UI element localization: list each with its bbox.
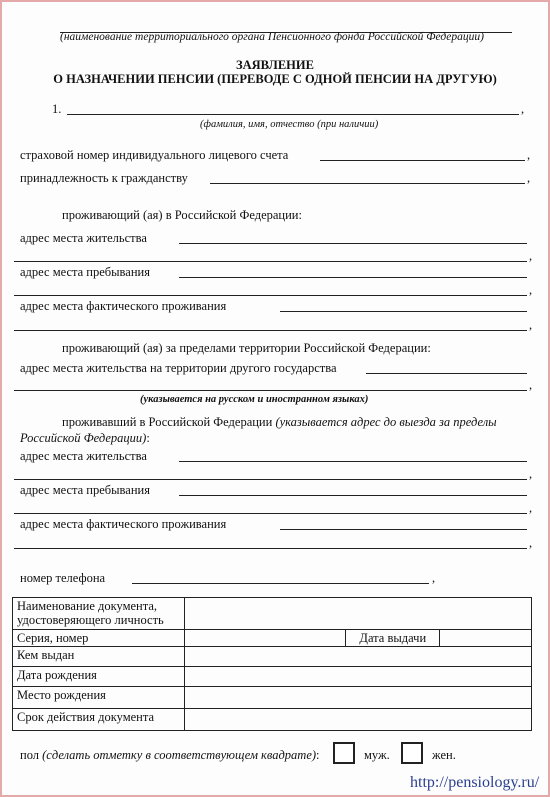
rf-stay-field[interactable] (179, 277, 527, 278)
gender-label-note: (сделать отметку в соответствующем квадрате) (42, 748, 317, 762)
former-heading-colon: : (146, 431, 150, 445)
abroad-address-field-2[interactable] (14, 390, 527, 391)
comma: , (527, 148, 531, 162)
item-number: 1. (52, 102, 62, 116)
snils-field[interactable] (320, 160, 525, 161)
rf-actual-field-2[interactable] (14, 330, 527, 331)
rf-residence-field-2[interactable] (14, 261, 527, 262)
birth-date-label: Дата рождения (13, 667, 185, 687)
rf-residence-field[interactable] (179, 243, 527, 244)
former-stay-field[interactable] (179, 495, 527, 496)
citizenship-label: принадлежность к гражданству (20, 171, 188, 185)
issue-date-value[interactable] (440, 630, 532, 647)
former-residence-field[interactable] (179, 461, 527, 462)
former-actual-field-2[interactable] (14, 548, 527, 549)
comma: , (529, 536, 533, 550)
former-actual-field[interactable] (280, 529, 527, 530)
issued-by-label: Кем выдан (13, 647, 185, 667)
former-heading-line2 (20, 431, 150, 445)
former-heading-text: проживавший в Российской Федерации (62, 415, 273, 429)
doc-name-line2: удостоверяющего личность (17, 613, 164, 627)
table-row (13, 630, 532, 647)
gender-label (20, 748, 320, 762)
former-actual-label: адрес места фактического проживания (20, 517, 227, 531)
form-subtitle: О НАЗНАЧЕНИИ ПЕНСИИ (ПЕРЕВОДЕ С ОДНОЙ ПЕНСИИ НА ДРУГУЮ) (53, 72, 497, 86)
organ-caption: (наименование территориального органа Пенсионного фонда Российской Федерации) (60, 31, 484, 43)
phone-label: номер телефона (20, 571, 106, 585)
table-row (13, 647, 532, 667)
abroad-caption: (указывается на русском и иностранном языках) (140, 394, 369, 405)
comma: , (529, 318, 533, 332)
validity-label: Срок действия документа (13, 709, 185, 731)
full-name-caption: (фамилия, имя, отчество (при наличии) (200, 119, 379, 130)
doc-name-value[interactable] (184, 598, 531, 630)
citizenship-field[interactable] (210, 183, 525, 184)
former-stay-field-2[interactable] (14, 513, 527, 514)
rf-actual-label: адрес места фактического проживания (20, 299, 227, 313)
comma: , (529, 467, 533, 481)
comma: , (521, 102, 525, 116)
former-stay-label: адрес места пребывания (20, 483, 150, 497)
site-watermark: http://pensiology.ru/ (410, 774, 540, 791)
gender-label-colon: : (316, 748, 320, 762)
series-number-value[interactable] (184, 630, 346, 647)
female-checkbox[interactable] (401, 742, 423, 764)
identity-document-table (12, 597, 532, 731)
abroad-address-field[interactable] (366, 373, 527, 374)
birth-place-value[interactable] (184, 687, 531, 709)
female-label: жен. (432, 748, 456, 762)
former-residence-field-2[interactable] (14, 479, 527, 480)
abroad-address-label: адрес места жительства на территории другого государства (20, 361, 337, 375)
comma: , (529, 501, 533, 515)
rf-stay-field-2[interactable] (14, 295, 527, 296)
rf-stay-label: адрес места пребывания (20, 265, 150, 279)
rf-heading: проживающий (ая) в Российской Федерации: (62, 208, 302, 222)
rf-residence-label: адрес места жительства (20, 231, 147, 245)
rf-actual-field[interactable] (280, 311, 527, 312)
issue-date-label: Дата выдачи (346, 630, 440, 647)
former-heading-note-2: Российской Федерации) (20, 431, 147, 445)
phone-field[interactable] (132, 583, 429, 584)
validity-value[interactable] (184, 709, 531, 731)
doc-name-label (13, 598, 185, 630)
table-row (13, 598, 532, 630)
issued-by-value[interactable] (184, 647, 531, 667)
snils-label: страховой номер индивидуального лицевого счета (20, 148, 289, 162)
comma: , (529, 249, 533, 263)
former-heading-note: (указывается адрес до выезда за пределы (275, 415, 497, 429)
full-name-field[interactable] (67, 114, 519, 115)
form-title: ЗАЯВЛЕНИЕ (236, 58, 314, 72)
male-checkbox[interactable] (333, 742, 355, 764)
gender-label-text: пол (20, 748, 40, 762)
former-heading (62, 415, 497, 429)
former-residence-label: адрес места жительства (20, 449, 147, 463)
table-row (13, 709, 532, 731)
comma: , (432, 571, 436, 585)
abroad-heading: проживающий (ая) за пределами территории Российской Федерации: (62, 341, 431, 355)
table-row (13, 687, 532, 709)
table-row (13, 667, 532, 687)
comma: , (527, 171, 531, 185)
doc-name-line1: Наименование документа, (17, 599, 158, 613)
male-label: муж. (364, 748, 390, 762)
comma: , (529, 378, 533, 392)
birth-place-label: Место рождения (13, 687, 185, 709)
series-number-label: Серия, номер (13, 630, 185, 647)
comma: , (529, 283, 533, 297)
birth-date-value[interactable] (184, 667, 531, 687)
